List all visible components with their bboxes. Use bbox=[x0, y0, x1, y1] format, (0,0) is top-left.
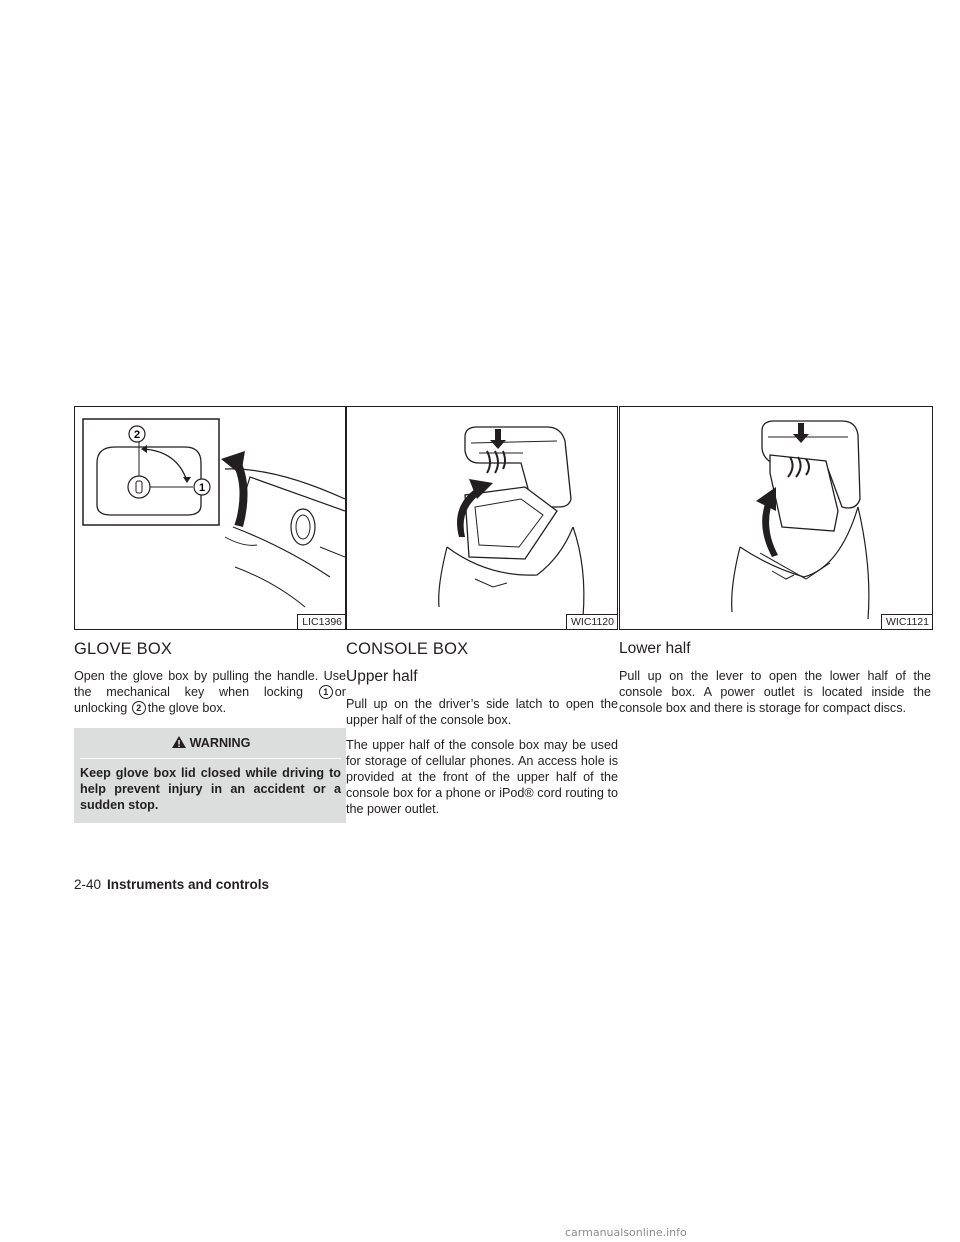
lower-half-illustration bbox=[620, 407, 932, 629]
glove-box-text-2: or unlocking bbox=[74, 685, 346, 715]
upper-half-heading: Upper half bbox=[346, 668, 418, 685]
warning-title-text: WARNING bbox=[189, 736, 251, 750]
warning-box bbox=[74, 728, 346, 823]
console-lower-column bbox=[619, 406, 931, 716]
figure-label: LIC1396 bbox=[297, 614, 345, 629]
console-upper-column bbox=[346, 406, 618, 817]
glove-box-column bbox=[74, 406, 346, 823]
lower-half-heading: Lower half bbox=[619, 640, 691, 657]
unlock-callout: 2 bbox=[132, 701, 146, 715]
warning-title bbox=[80, 735, 341, 751]
glove-box-text-3: the glove box. bbox=[147, 701, 227, 715]
callout-1: 1 bbox=[198, 482, 206, 494]
lower-half-figure bbox=[619, 406, 933, 630]
upper-half-illustration bbox=[347, 407, 617, 629]
glove-box-heading: GLOVE BOX bbox=[74, 640, 173, 658]
upper-half-figure bbox=[346, 406, 618, 630]
lower-half-paragraph: Pull up on the lever to open the lower half of the console box. A power outlet is located inside the console box and there is storage for compact discs. bbox=[619, 669, 931, 715]
upper-half-paragraph-2: The upper half of the console box may be used for storage of cellular phones. An access hole is provided at the front of the upper half of the console box for a phone or iPod® cord routing to the power outlet. bbox=[346, 738, 618, 816]
warning-text: Keep glove box lid closed while driving to help prevent injury in an accident or a sudden stop. bbox=[80, 758, 341, 813]
glove-box-illustration bbox=[75, 407, 345, 629]
figure-label: WIC1120 bbox=[566, 614, 617, 629]
callout-2: 2 bbox=[133, 429, 141, 441]
figure-label: WIC1121 bbox=[881, 614, 932, 629]
glove-box-text-1: Open the glove box by pulling the handle. Use the mechanical key when locking bbox=[74, 669, 346, 699]
lock-callout: 1 bbox=[319, 685, 333, 699]
page-number: 2-40 bbox=[74, 877, 102, 892]
section-title: Instruments and controls bbox=[107, 877, 270, 892]
glove-box-paragraph bbox=[74, 668, 346, 716]
warning-icon bbox=[171, 735, 187, 749]
glove-box-figure bbox=[74, 406, 346, 630]
page-footer bbox=[74, 877, 269, 893]
watermark: carmanualsonline.info bbox=[565, 1226, 687, 1239]
console-box-heading: CONSOLE BOX bbox=[346, 640, 469, 658]
upper-half-paragraph-1: Pull up on the driver’s side latch to open the upper half of the console box. bbox=[346, 697, 618, 727]
